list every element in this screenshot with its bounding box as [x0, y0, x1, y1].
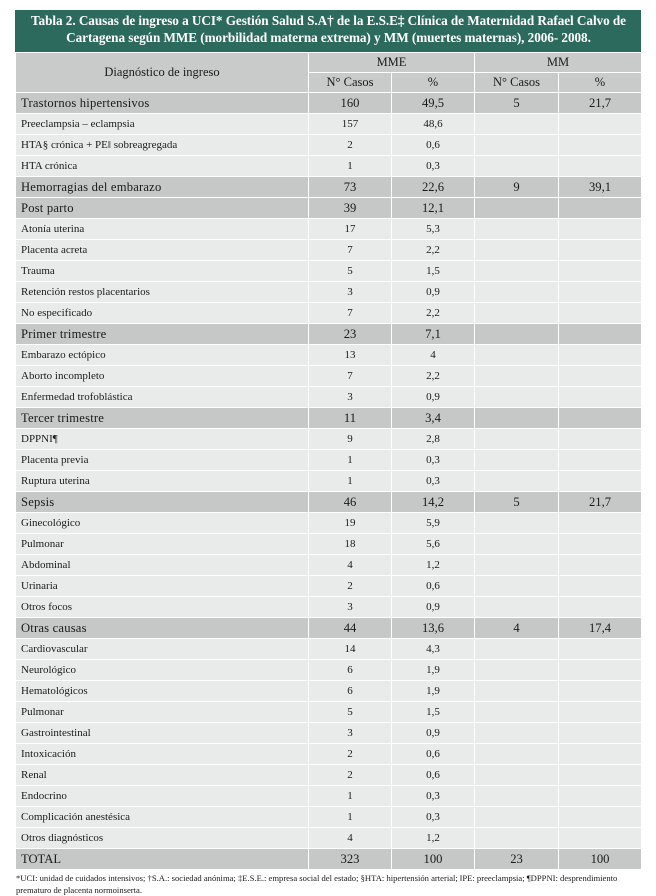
category-row	[16, 618, 642, 639]
row-mme-cases: 1	[309, 807, 392, 828]
row-diagnosis: Primer trimestre	[16, 324, 309, 345]
row-mm-cases	[475, 450, 559, 471]
row-mme-percent: 5,6	[392, 534, 475, 555]
header-mme-cases: N° Casos	[309, 73, 392, 93]
table-row	[16, 639, 642, 660]
row-mm-percent	[559, 324, 642, 345]
row-mm-cases	[475, 597, 559, 618]
row-diagnosis: HTA crónica	[16, 156, 309, 177]
row-diagnosis: Preeclampsia – eclampsia	[16, 114, 309, 135]
row-diagnosis: Tercer trimestre	[16, 408, 309, 429]
table-row	[16, 828, 642, 849]
row-mme-cases: 3	[309, 282, 392, 303]
row-mme-percent: 0,3	[392, 807, 475, 828]
row-mm-cases	[475, 534, 559, 555]
row-diagnosis: Aborto incompleto	[16, 366, 309, 387]
row-mm-percent	[559, 534, 642, 555]
row-mm-percent	[559, 828, 642, 849]
row-mme-percent: 0,3	[392, 786, 475, 807]
row-mm-percent	[559, 555, 642, 576]
row-diagnosis: Intoxicación	[16, 744, 309, 765]
row-mme-cases: 1	[309, 786, 392, 807]
row-mme-cases: 2	[309, 765, 392, 786]
row-diagnosis: Sepsis	[16, 492, 309, 513]
header-mm: MM	[475, 53, 642, 73]
row-mm-cases	[475, 744, 559, 765]
row-mme-percent: 1,5	[392, 261, 475, 282]
row-mme-percent: 0,9	[392, 597, 475, 618]
row-mme-cases: 14	[309, 639, 392, 660]
row-mm-cases	[475, 261, 559, 282]
table-header	[16, 53, 642, 93]
row-mm-percent	[559, 135, 642, 156]
table-row	[16, 702, 642, 723]
row-mm-percent: 21,7	[559, 492, 642, 513]
row-mm-percent	[559, 639, 642, 660]
row-mme-percent: 0,3	[392, 450, 475, 471]
row-diagnosis: No especificado	[16, 303, 309, 324]
header-mme-pct: %	[392, 73, 475, 93]
row-mme-percent: 0,3	[392, 156, 475, 177]
row-mm-percent	[559, 261, 642, 282]
row-mm-cases	[475, 387, 559, 408]
row-mm-cases	[475, 429, 559, 450]
table-row	[16, 450, 642, 471]
row-mm-cases	[475, 828, 559, 849]
table-row	[16, 135, 642, 156]
row-mm-cases	[475, 660, 559, 681]
table-row	[16, 660, 642, 681]
row-mm-cases	[475, 135, 559, 156]
table-row	[16, 345, 642, 366]
row-mme-percent: 13,6	[392, 618, 475, 639]
row-mm-cases	[475, 324, 559, 345]
category-row	[16, 93, 642, 114]
row-mm-cases	[475, 240, 559, 261]
row-mm-cases	[475, 723, 559, 744]
row-mm-cases	[475, 786, 559, 807]
row-mme-percent: 3,4	[392, 408, 475, 429]
row-mme-cases: 323	[309, 849, 392, 870]
row-mm-percent: 100	[559, 849, 642, 870]
row-mme-cases: 157	[309, 114, 392, 135]
row-mm-percent	[559, 807, 642, 828]
row-diagnosis: Renal	[16, 765, 309, 786]
table-row	[16, 261, 642, 282]
table-row	[16, 576, 642, 597]
table-row	[16, 765, 642, 786]
row-mme-percent: 0,9	[392, 387, 475, 408]
row-mme-cases: 5	[309, 702, 392, 723]
row-mme-percent: 4,3	[392, 639, 475, 660]
row-mme-cases: 23	[309, 324, 392, 345]
row-mm-cases	[475, 156, 559, 177]
row-mme-percent: 0,6	[392, 135, 475, 156]
table-row	[16, 240, 642, 261]
row-mme-cases: 13	[309, 345, 392, 366]
row-mm-percent	[559, 219, 642, 240]
row-mme-cases: 2	[309, 576, 392, 597]
row-mm-percent	[559, 303, 642, 324]
row-mme-percent: 0,6	[392, 765, 475, 786]
table-row	[16, 597, 642, 618]
row-diagnosis: Hematológicos	[16, 681, 309, 702]
row-mme-cases: 17	[309, 219, 392, 240]
row-diagnosis: Otros focos	[16, 597, 309, 618]
row-mm-percent	[559, 240, 642, 261]
row-mm-percent	[559, 786, 642, 807]
row-mme-cases: 7	[309, 366, 392, 387]
row-diagnosis: Trastornos hipertensivos	[16, 93, 309, 114]
row-mm-percent	[559, 450, 642, 471]
table-row	[16, 744, 642, 765]
row-diagnosis: Post parto	[16, 198, 309, 219]
table-row	[16, 156, 642, 177]
row-diagnosis: TOTAL	[16, 849, 309, 870]
row-diagnosis: Pulmonar	[16, 534, 309, 555]
row-mme-percent: 1,2	[392, 828, 475, 849]
row-mme-percent: 49,5	[392, 93, 475, 114]
table-row	[16, 219, 642, 240]
row-mme-cases: 5	[309, 261, 392, 282]
table-footnote: *UCI: unidad de cuidados intensivos; †S.A.: sociedad anónima; ‡E.S.E.: empresa social del estado; §HTA: hipertensión arterial; ‖PE: preeclampsia; ¶DPPNI: desprendimiento prematuro de placenta normoinserta.	[16, 873, 618, 895]
row-mme-cases: 7	[309, 240, 392, 261]
row-mme-percent: 2,2	[392, 303, 475, 324]
row-mme-percent: 0,3	[392, 471, 475, 492]
row-diagnosis: Embarazo ectópico	[16, 345, 309, 366]
row-mme-cases: 73	[309, 177, 392, 198]
header-mm-pct: %	[559, 73, 642, 93]
row-diagnosis: DPPNI¶	[16, 429, 309, 450]
table-row	[16, 366, 642, 387]
row-diagnosis: HTA§ crónica + PE‖ sobreagregada	[16, 135, 309, 156]
table-row	[16, 471, 642, 492]
row-diagnosis: Placenta previa	[16, 450, 309, 471]
row-diagnosis: Placenta acreta	[16, 240, 309, 261]
row-diagnosis: Atonía uterina	[16, 219, 309, 240]
category-row	[16, 324, 642, 345]
row-mme-cases: 1	[309, 471, 392, 492]
table-row	[16, 786, 642, 807]
row-mme-cases: 3	[309, 387, 392, 408]
table-row	[16, 681, 642, 702]
table-row	[16, 429, 642, 450]
row-diagnosis: Cardiovascular	[16, 639, 309, 660]
category-row	[16, 177, 642, 198]
row-mm-cases	[475, 681, 559, 702]
row-mm-percent	[559, 723, 642, 744]
row-mm-cases	[475, 366, 559, 387]
row-mm-cases	[475, 702, 559, 723]
row-mm-cases	[475, 303, 559, 324]
row-mme-percent: 0,6	[392, 576, 475, 597]
row-mme-cases: 1	[309, 450, 392, 471]
row-mm-percent	[559, 765, 642, 786]
row-mme-cases: 2	[309, 135, 392, 156]
row-mm-cases	[475, 471, 559, 492]
header-mme: MME	[309, 53, 475, 73]
row-mme-percent: 5,9	[392, 513, 475, 534]
row-diagnosis: Abdominal	[16, 555, 309, 576]
row-diagnosis: Trauma	[16, 261, 309, 282]
header-diagnosis: Diagnóstico de ingreso	[16, 53, 309, 93]
row-mme-cases: 39	[309, 198, 392, 219]
row-mm-percent	[559, 408, 642, 429]
row-mme-cases: 44	[309, 618, 392, 639]
row-mm-percent	[559, 345, 642, 366]
row-diagnosis: Hemorragias del embarazo	[16, 177, 309, 198]
row-mme-cases: 19	[309, 513, 392, 534]
row-mm-cases: 5	[475, 93, 559, 114]
row-mme-percent: 2,2	[392, 366, 475, 387]
row-mm-cases: 4	[475, 618, 559, 639]
row-mme-percent: 0,9	[392, 282, 475, 303]
row-mme-percent: 1,9	[392, 660, 475, 681]
row-diagnosis: Otros diagnósticos	[16, 828, 309, 849]
row-mm-percent	[559, 198, 642, 219]
row-mm-percent	[559, 513, 642, 534]
row-diagnosis: Otras causas	[16, 618, 309, 639]
header-mm-cases: N° Casos	[475, 73, 559, 93]
row-diagnosis: Ruptura uterina	[16, 471, 309, 492]
row-mme-percent: 1,9	[392, 681, 475, 702]
row-mm-cases: 9	[475, 177, 559, 198]
row-mme-cases: 3	[309, 597, 392, 618]
total-row	[16, 849, 642, 870]
row-mme-cases: 2	[309, 744, 392, 765]
row-mm-cases: 5	[475, 492, 559, 513]
row-mm-percent: 17,4	[559, 618, 642, 639]
row-mm-cases	[475, 219, 559, 240]
row-mm-cases	[475, 576, 559, 597]
row-mme-percent: 7,1	[392, 324, 475, 345]
row-mme-cases: 1	[309, 156, 392, 177]
row-diagnosis: Urinaria	[16, 576, 309, 597]
row-mme-cases: 18	[309, 534, 392, 555]
row-mme-percent: 48,6	[392, 114, 475, 135]
row-mm-cases: 23	[475, 849, 559, 870]
row-mme-cases: 6	[309, 681, 392, 702]
row-mm-percent	[559, 744, 642, 765]
row-mme-percent: 14,2	[392, 492, 475, 513]
row-mme-cases: 6	[309, 660, 392, 681]
table-row	[16, 303, 642, 324]
row-mm-percent	[559, 282, 642, 303]
table-row	[16, 513, 642, 534]
row-mm-percent	[559, 576, 642, 597]
row-mm-cases	[475, 513, 559, 534]
causes-table	[15, 52, 642, 870]
table-row	[16, 723, 642, 744]
row-mm-percent	[559, 387, 642, 408]
table-row	[16, 114, 642, 135]
row-mme-percent: 0,6	[392, 744, 475, 765]
row-mme-cases: 11	[309, 408, 392, 429]
category-row	[16, 492, 642, 513]
table-title: Tabla 2. Causas de ingreso a UCI* Gestión Salud S.A† de la E.S.E‡ Clínica de Maternidad Rafael Calvo de Cartagena según MME (morbilidad materna extrema) y MM (muertes maternas), 2006- 2008.	[15, 10, 641, 52]
row-mme-percent: 1,5	[392, 702, 475, 723]
row-diagnosis: Enfermedad trofoblástica	[16, 387, 309, 408]
row-mm-percent	[559, 114, 642, 135]
row-diagnosis: Gastrointestinal	[16, 723, 309, 744]
row-mm-percent	[559, 366, 642, 387]
row-mm-percent	[559, 660, 642, 681]
row-mme-cases: 9	[309, 429, 392, 450]
row-mm-cases	[475, 114, 559, 135]
row-mm-percent: 39,1	[559, 177, 642, 198]
table-body	[16, 93, 642, 870]
category-row	[16, 198, 642, 219]
row-diagnosis: Endocrino	[16, 786, 309, 807]
row-mme-cases: 3	[309, 723, 392, 744]
row-diagnosis: Complicación anestésica	[16, 807, 309, 828]
row-diagnosis: Pulmonar	[16, 702, 309, 723]
row-mm-cases	[475, 345, 559, 366]
table-row	[16, 807, 642, 828]
row-diagnosis: Ginecológico	[16, 513, 309, 534]
table-container	[15, 10, 641, 896]
row-mme-percent: 22,6	[392, 177, 475, 198]
row-mme-percent: 12,1	[392, 198, 475, 219]
row-mme-percent: 2,2	[392, 240, 475, 261]
row-mme-percent: 5,3	[392, 219, 475, 240]
row-mme-cases: 160	[309, 93, 392, 114]
table-row	[16, 282, 642, 303]
table-row	[16, 555, 642, 576]
category-row	[16, 408, 642, 429]
row-mm-cases	[475, 765, 559, 786]
row-mm-percent	[559, 681, 642, 702]
row-diagnosis: Retención restos placentarios	[16, 282, 309, 303]
row-mme-percent: 4	[392, 345, 475, 366]
row-mm-cases	[475, 807, 559, 828]
row-mm-percent	[559, 471, 642, 492]
row-mme-cases: 46	[309, 492, 392, 513]
row-mm-cases	[475, 282, 559, 303]
row-mm-cases	[475, 555, 559, 576]
row-mm-percent	[559, 702, 642, 723]
table-row	[16, 387, 642, 408]
row-diagnosis: Neurológico	[16, 660, 309, 681]
row-mme-percent: 2,8	[392, 429, 475, 450]
row-mm-cases	[475, 639, 559, 660]
table-row	[16, 534, 642, 555]
row-mme-percent: 0,9	[392, 723, 475, 744]
row-mme-cases: 4	[309, 828, 392, 849]
row-mm-percent: 21,7	[559, 93, 642, 114]
row-mm-percent	[559, 156, 642, 177]
row-mme-cases: 7	[309, 303, 392, 324]
row-mme-percent: 1,2	[392, 555, 475, 576]
row-mm-percent	[559, 597, 642, 618]
row-mme-cases: 4	[309, 555, 392, 576]
row-mm-percent	[559, 429, 642, 450]
row-mm-cases	[475, 198, 559, 219]
row-mme-percent: 100	[392, 849, 475, 870]
row-mm-cases	[475, 408, 559, 429]
